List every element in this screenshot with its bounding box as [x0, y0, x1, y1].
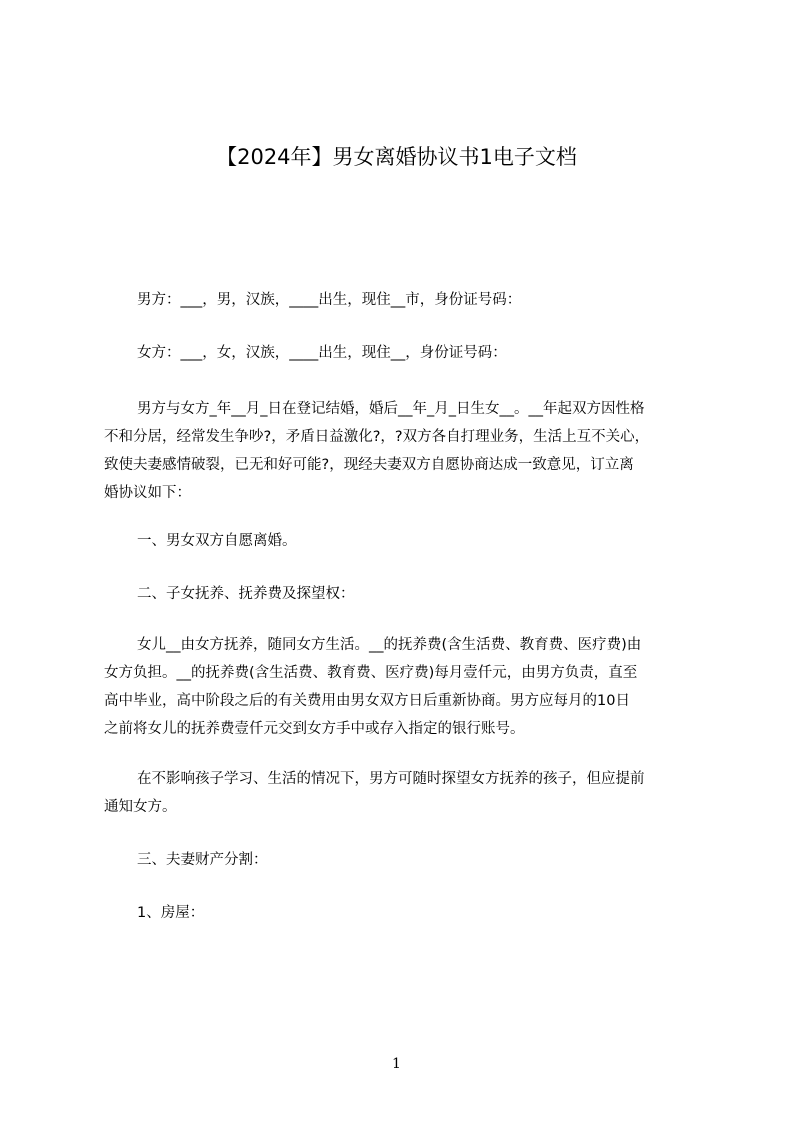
item-1-heading: 1、房屋：: [137, 905, 205, 921]
clause-3-heading: 三、夫妻财产分割：: [137, 852, 268, 868]
custody-line: 高中毕业，高中阶段之后的有关费用由男女双方日后重新协商。男方应每月的10日: [104, 693, 630, 709]
clause-1-heading: 一、男女双方自愿离婚。: [137, 533, 297, 549]
document-title: 【2024年】男女离婚协议书1电子文档: [216, 145, 577, 169]
male-party-paragraph: 男方：___，男，汉族，____出生，现住__市，身份证号码：: [137, 292, 522, 308]
custody-line: 女方负担。__的抚养费(含生活费、教育费、医疗费)每月壹仟元，由男方负责，直至: [104, 665, 638, 681]
custody-paragraph: [104, 631, 700, 743]
custody-line: 女儿__由女方抚养，随同女方生活。__的抚养费(含生活费、教育费、医疗费)由: [137, 637, 642, 653]
female-party-paragraph: 女方：___，女，汉族，____出生，现住__，身份证号码：: [137, 345, 507, 361]
background-paragraph: [104, 395, 700, 507]
visitation-paragraph: [104, 765, 700, 821]
visitation-line: 通知女方。: [104, 799, 177, 815]
custody-line: 之前将女儿的抚养费壹仟元交到女方手中或存入指定的银行账号。: [104, 721, 525, 737]
page-number: 1: [392, 1056, 401, 1072]
visitation-line: 在不影响孩子学习、生活的情况下，男方可随时探望女方抚养的孩子，但应提前: [137, 771, 645, 787]
background-line: 男方与女方_年__月_日在登记结婚，婚后__年_月_日生女__。__年起双方因性格: [137, 401, 645, 417]
clause-2-heading: 二、子女抚养、抚养费及探望权：: [137, 586, 355, 602]
background-line: 不和分居，经常发生争吵?，矛盾日益激化?，?双方各自打理业务，生活上互不关心，: [104, 429, 650, 445]
background-line: 婚协议如下：: [104, 485, 191, 501]
background-line: 致使夫妻感情破裂，已无和好可能?，现经夫妻双方自愿协商达成一致意见，订立离: [104, 457, 634, 473]
